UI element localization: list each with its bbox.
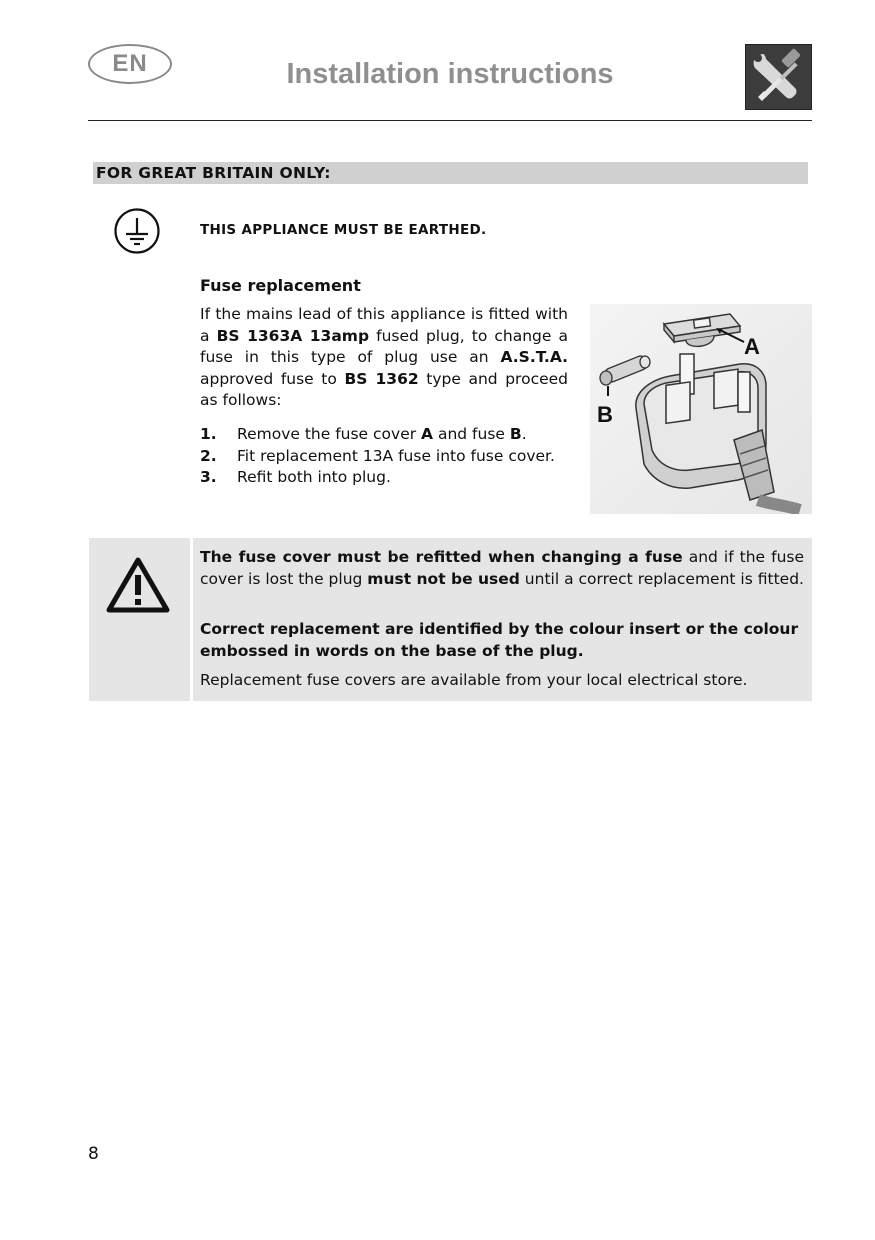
step-text: .	[521, 425, 527, 443]
step-text: Refit both into plug.	[237, 468, 391, 487]
step-text: and fuse	[433, 425, 510, 443]
intro-text: approved fuse to	[200, 369, 345, 388]
step-number: 2.	[200, 446, 217, 465]
intro-text: type and proceed as follows:	[200, 369, 568, 410]
warning-emphasis: must not be used	[367, 569, 520, 588]
wrench-screwdriver-icon	[745, 44, 812, 110]
intro-text: fused plug, to change a fuse in this type of plug use an	[200, 326, 568, 367]
section-heading: FOR GREAT BRITAIN ONLY:	[96, 164, 331, 182]
list-item	[200, 467, 568, 489]
step-text: Fit replacement 13A fuse into fuse cover.	[237, 446, 555, 465]
label-a: A	[744, 334, 760, 359]
step-ref: B	[509, 425, 522, 443]
step-number: 3.	[200, 468, 217, 487]
header-divider	[88, 120, 812, 121]
page-title: Installation instructions	[286, 58, 614, 90]
fuse-steps-list	[200, 424, 568, 489]
warning-text: until a correct replacement is fitted.	[519, 569, 804, 588]
language-badge	[88, 44, 172, 84]
step-number: 1.	[200, 425, 217, 443]
fuse-intro-paragraph	[200, 304, 568, 412]
step-ref: A	[421, 425, 434, 443]
warning-paragraph-2: Correct replacement are identified by the colour insert or the colour embossed in words on the base of the plug.	[200, 620, 799, 660]
fuse-replacement-heading: Fuse replacement	[200, 276, 361, 295]
warning-emphasis: The fuse cover must be refitted when changing a fuse	[200, 548, 683, 566]
warning-text: and if the fuse cover is lost the plug	[200, 548, 805, 588]
list-item	[200, 424, 568, 446]
list-item	[200, 446, 568, 468]
language-code: EN	[112, 50, 148, 77]
earth-ground-icon	[113, 207, 161, 255]
earthing-notice: THIS APPLIANCE MUST BE EARTHED.	[200, 222, 487, 238]
plug-diagram	[590, 304, 812, 514]
plug-standard: BS 1363A 13amp	[216, 326, 370, 345]
section-heading-band	[93, 162, 808, 184]
intro-text: If the mains lead of this appliance is fitted with a	[200, 305, 568, 345]
warning-triangle-icon	[105, 555, 171, 615]
warning-paragraph-1	[200, 547, 804, 591]
page-number: 8	[88, 1144, 99, 1164]
approval-body: A.S.T.A.	[500, 348, 568, 367]
fuse-standard: BS 1362	[344, 369, 419, 388]
warning-paragraph-3: Replacement fuse covers are available from your local electrical store.	[200, 671, 748, 689]
step-text: Remove the fuse cover	[237, 425, 422, 443]
label-b: B	[597, 402, 613, 427]
